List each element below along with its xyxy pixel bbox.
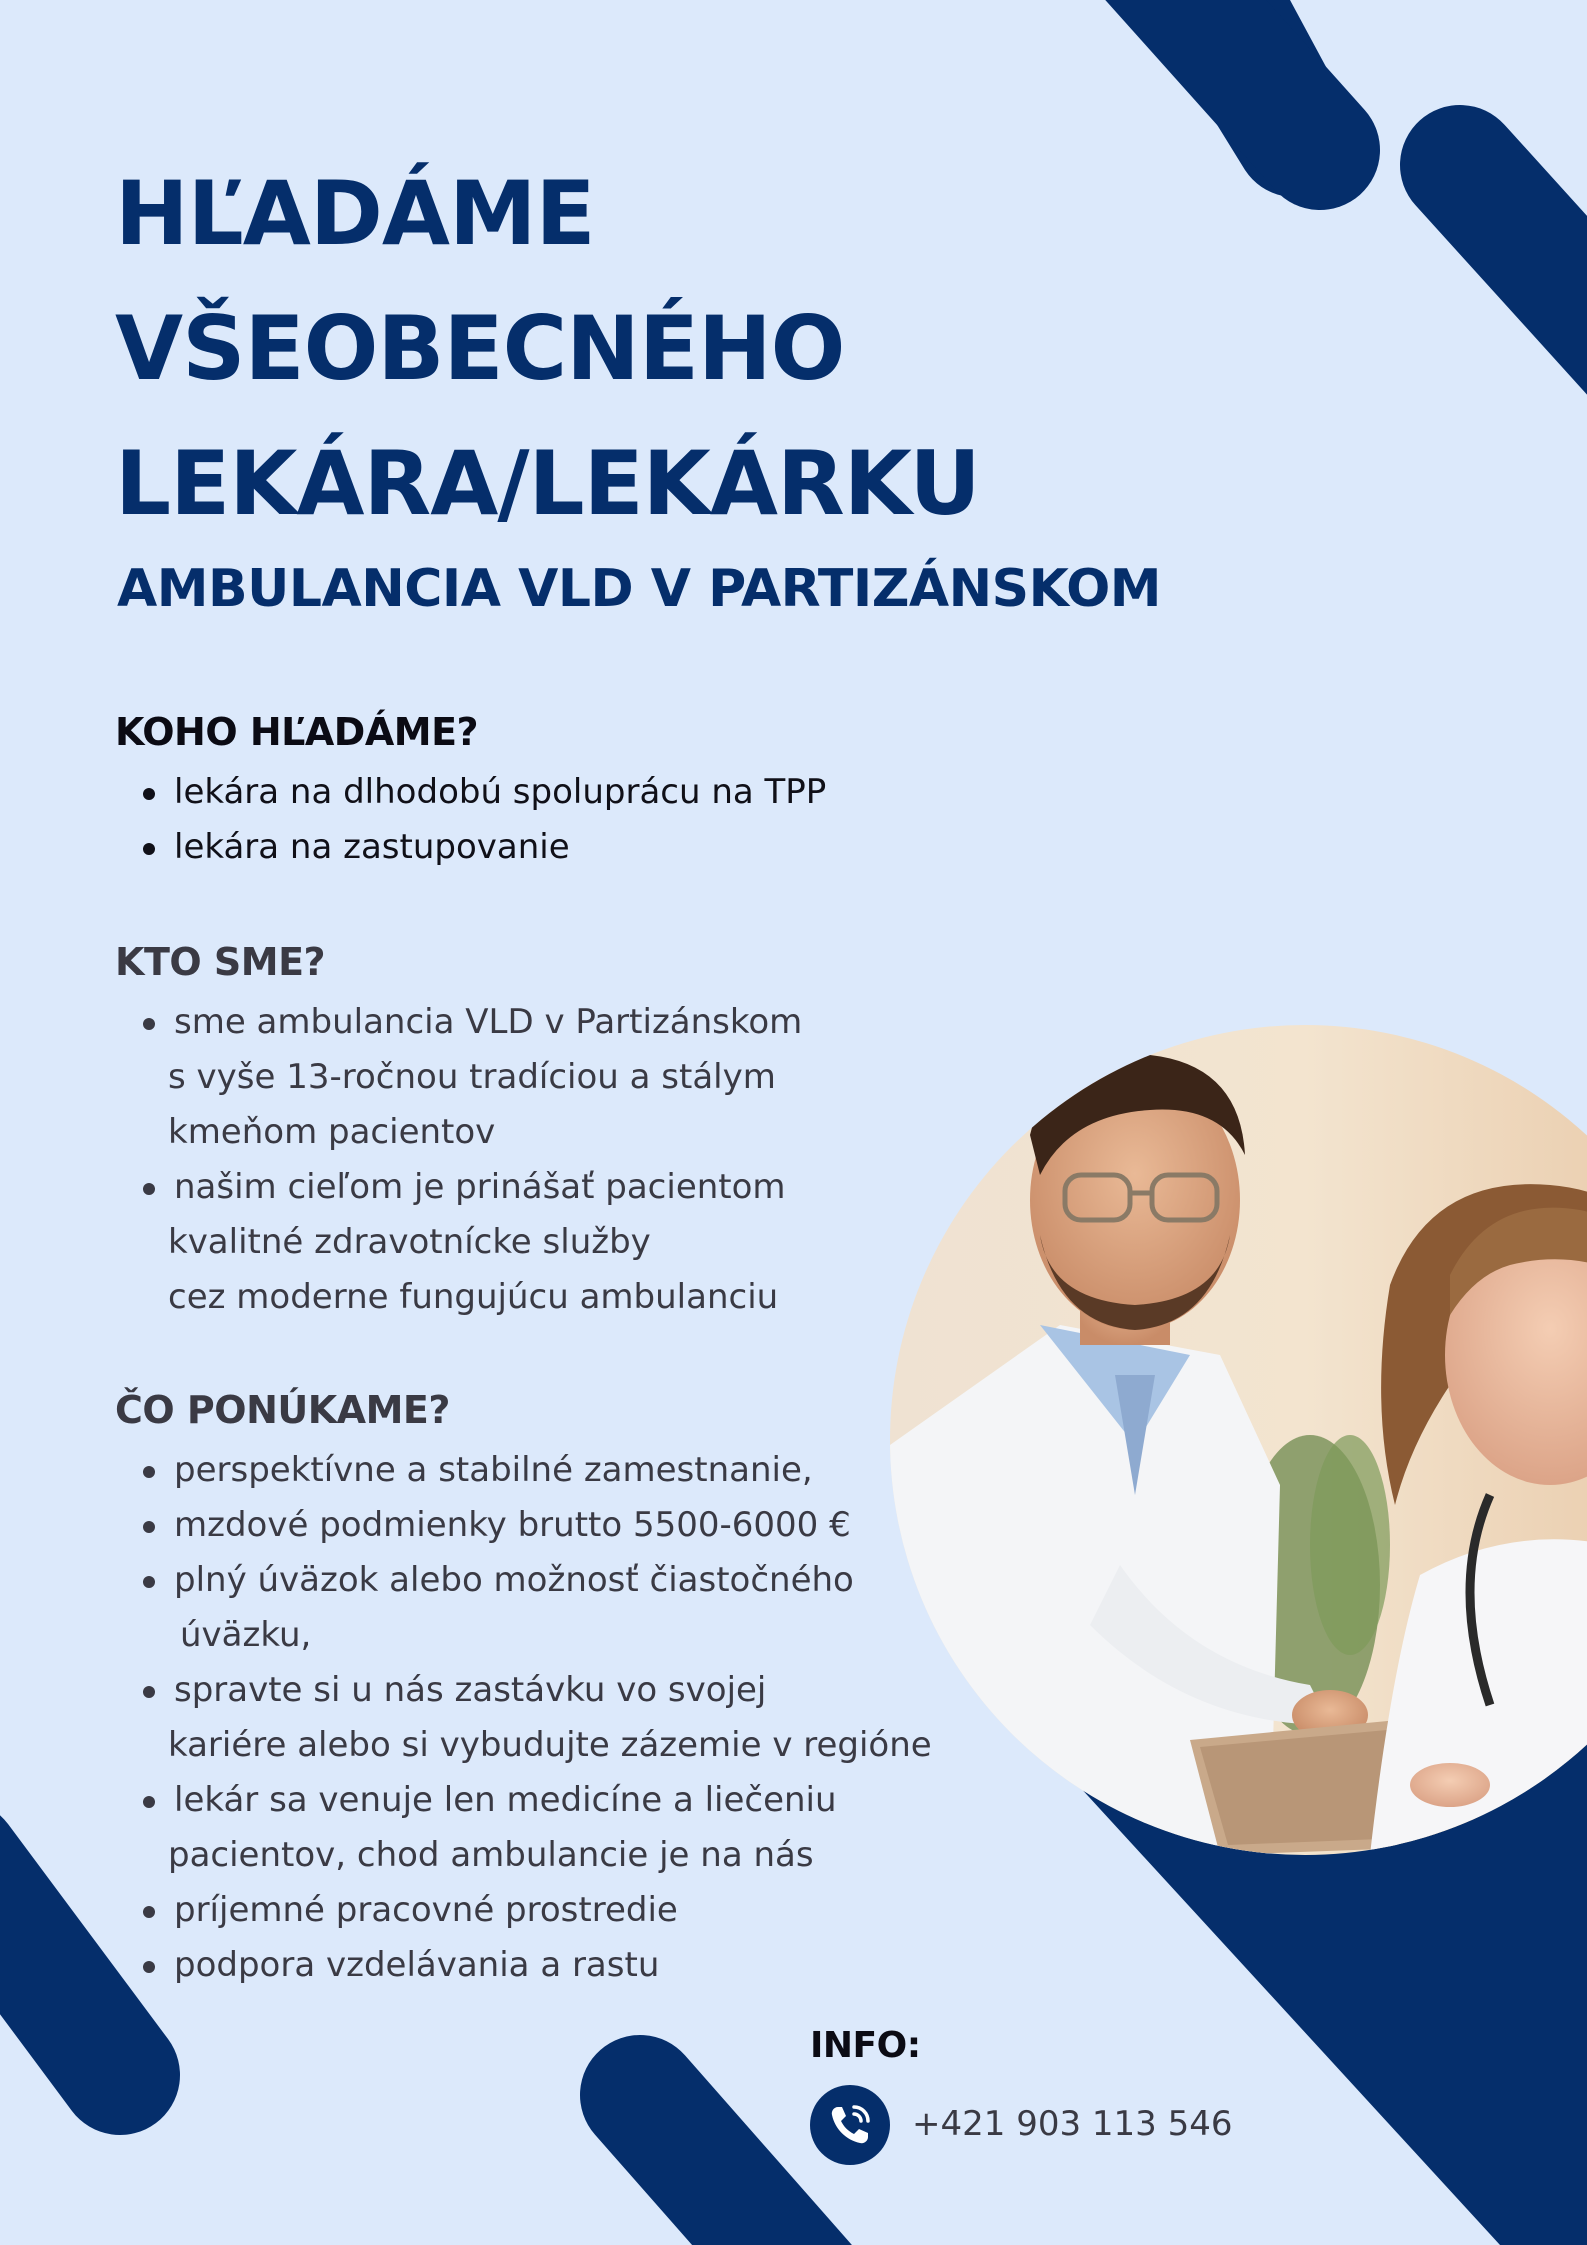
list-item-continuation: úväzku, bbox=[180, 1615, 312, 1655]
list-item bbox=[140, 1553, 932, 1663]
list-item bbox=[140, 820, 826, 875]
list-item-continuation: pacientov, chod ambulancie je na nás bbox=[168, 1835, 814, 1875]
list-item-text: perspektívne a stabilné zamestnanie, bbox=[140, 1443, 932, 1498]
list-item-text: podpora vzdelávania a rastu bbox=[140, 1938, 932, 1993]
list-item-text: lekára na zastupovanie bbox=[140, 820, 826, 875]
info-label: INFO: bbox=[810, 2025, 921, 2066]
list-item bbox=[140, 1773, 932, 1883]
list-item-text: mzdové podmienky brutto 5500-6000 € bbox=[140, 1498, 932, 1553]
list-item-text: spravte si u nás zastávku vo svojej bbox=[140, 1663, 932, 1718]
list-item-continuation: kmeňom pacientov bbox=[168, 1112, 496, 1152]
who-we-seek-list bbox=[140, 765, 826, 875]
about-us-list bbox=[140, 995, 802, 1325]
list-item-text: lekára na dlhodobú spoluprácu na TPP bbox=[140, 765, 826, 820]
list-item-continuation: s vyše 13-ročnou tradíciou a stálym bbox=[168, 1057, 776, 1097]
list-item bbox=[140, 1883, 932, 1938]
deco-bar-top-2 bbox=[1460, 165, 1587, 430]
deco-bar-bottom-left bbox=[0, 1860, 120, 2075]
list-item bbox=[140, 995, 802, 1160]
list-item bbox=[140, 1160, 802, 1325]
list-item bbox=[140, 765, 826, 820]
phone-number[interactable]: +421 903 113 546 bbox=[912, 2104, 1233, 2144]
subtitle: AMBULANCIA VLD V PARTIZÁNSKOM bbox=[117, 559, 1162, 619]
list-item-continuation: kariére alebo si vybudujte zázemie v regióne bbox=[168, 1725, 932, 1765]
list-item bbox=[140, 1663, 932, 1773]
list-item bbox=[140, 1443, 932, 1498]
list-item-continuation: kvalitné zdravotnícke služby bbox=[168, 1222, 651, 1262]
title-line-2: VŠEOBECNÉHO bbox=[115, 297, 845, 400]
list-item-text: plný úväzok alebo možnosť čiastočného bbox=[140, 1553, 932, 1608]
heading-about-us: KTO SME? bbox=[115, 940, 326, 984]
list-item-text: sme ambulancia VLD v Partizánskom bbox=[140, 995, 802, 1050]
heading-what-we-offer: ČO PONÚKAME? bbox=[115, 1388, 450, 1432]
list-item-text: našim cieľom je prinášať pacientom bbox=[140, 1160, 802, 1215]
title-line-1: HĽADÁME bbox=[115, 162, 595, 265]
list-item-text: príjemné pracovné prostredie bbox=[140, 1883, 932, 1938]
list-item bbox=[140, 1938, 932, 1993]
title-line-3: LEKÁRA/LEKÁRKU bbox=[115, 432, 980, 535]
list-item bbox=[140, 1498, 932, 1553]
list-item-continuation: cez moderne fungujúcu ambulanciu bbox=[168, 1277, 779, 1317]
list-item-text: lekár sa venuje len medicíne a liečeniu bbox=[140, 1773, 932, 1828]
heading-who-we-seek: KOHO HĽADÁME? bbox=[115, 710, 479, 754]
what-we-offer-list bbox=[140, 1443, 932, 1993]
phone-icon bbox=[810, 2085, 890, 2165]
